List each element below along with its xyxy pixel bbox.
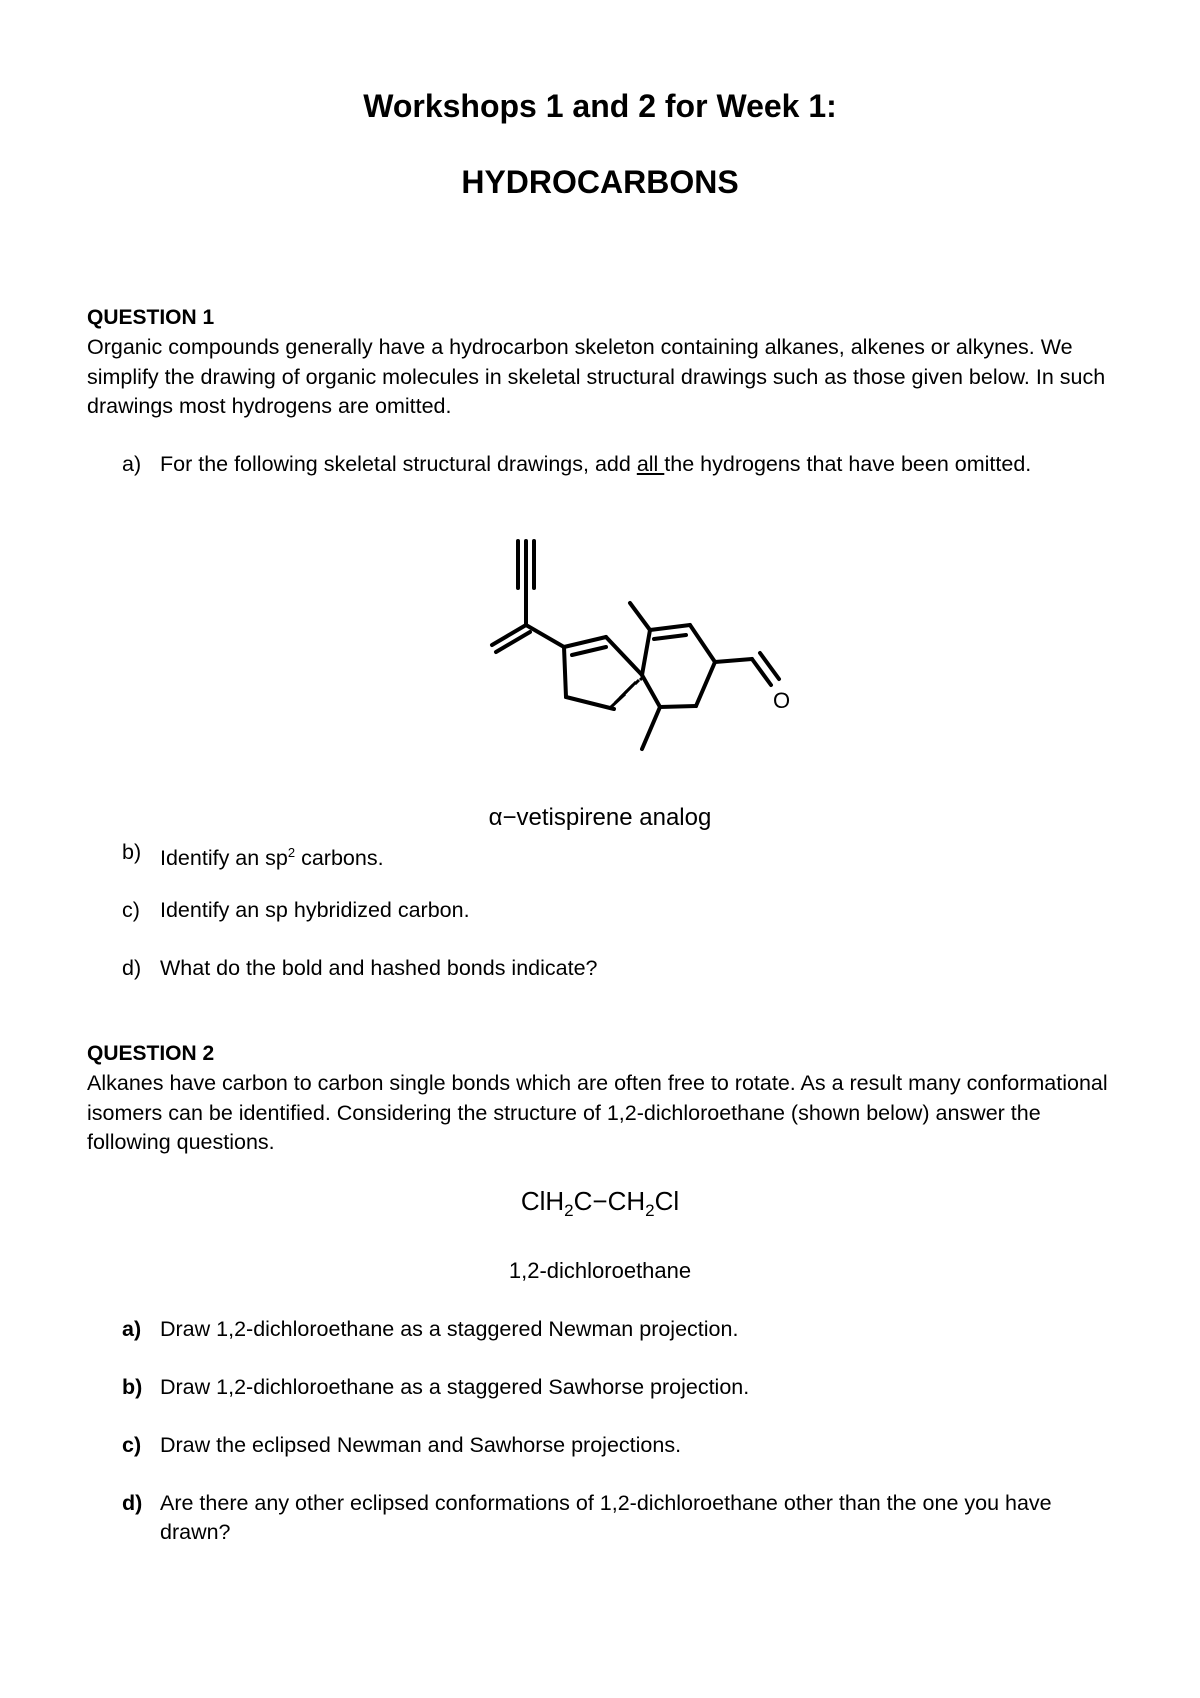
ring5-bond-bottom bbox=[566, 697, 614, 709]
ring6-double-bond-b bbox=[654, 635, 686, 639]
question-2b-label: b) bbox=[122, 1375, 143, 1399]
ring5-bond-left bbox=[564, 647, 566, 697]
ring6-bond-6 bbox=[642, 675, 660, 707]
exo-alkene-bond-b bbox=[496, 632, 530, 652]
methyl-bottom bbox=[642, 707, 660, 749]
question-2-intro: Alkanes have carbon to carbon single bonds which are often free to rotate. As a result many conformational isomers can be identified. Considering the structure of 1,2-dichloroethane (shown below) answer the following questions. bbox=[87, 1071, 1108, 1154]
question-2c-text: Draw the eclipsed Newman and Sawhorse projections. bbox=[160, 1433, 682, 1457]
question-2d-text: Are there any other eclipsed conformations of 1,2-dichloroethane other than the one you have drawn? bbox=[160, 1491, 1052, 1544]
ring6-bond-5 bbox=[660, 706, 696, 707]
molecule-caption: α−vetispirene analog bbox=[488, 804, 712, 831]
question-2a-text: Draw 1,2-dichloroethane as a staggered Newman projection. bbox=[160, 1317, 739, 1341]
question-1d-text: What do the bold and hashed bonds indicate? bbox=[160, 956, 598, 980]
ring6-bond-4 bbox=[696, 662, 715, 706]
question-2a-label: a) bbox=[122, 1317, 142, 1341]
question-1a-label: a) bbox=[122, 452, 142, 476]
question-1c-text: Identify an sp hybridized carbon. bbox=[160, 898, 470, 922]
question-1c-label: c) bbox=[122, 898, 140, 922]
question-2c-label: c) bbox=[122, 1433, 142, 1457]
ring6-double-bond-a bbox=[650, 625, 690, 630]
question-1-intro: Organic compounds generally have a hydrocarbon skeleton containing alkanes, alkenes or alkynes. We simplify the drawing of organic molecules in skeletal structural drawings such as those given below. In such drawings most hydrogens are omitted. bbox=[87, 335, 1106, 418]
ring5-double-bond-a bbox=[564, 637, 606, 647]
aldehyde-cc-bond bbox=[715, 659, 752, 662]
ring6-bond-3 bbox=[690, 625, 715, 662]
dichloroethane-formula: $ClH_2C-CH_2Cl$ bbox=[520, 1186, 680, 1221]
formula-caption: 1,2-dichloroethane bbox=[508, 1258, 692, 1283]
page-subtitle: HYDROCARBONS bbox=[461, 164, 739, 200]
vinyl-ring-bond bbox=[526, 625, 564, 647]
exo-alkene-bond-a bbox=[492, 625, 526, 645]
question-2b-text: Draw 1,2-dichloroethane as a staggered Sawhorse projection. bbox=[160, 1375, 750, 1399]
question-1b-text: Identify an $sp^2$ carbons. bbox=[160, 845, 384, 871]
question-1a-text: For the following skeletal structural drawings, add all the hydrogens that have been omitted. bbox=[160, 452, 1032, 476]
question-1b-label: b) bbox=[122, 840, 142, 864]
page-title: Workshops 1 and 2 for Week 1: bbox=[363, 88, 837, 124]
hashed-wedge-bond bbox=[611, 678, 642, 707]
ring5-double-bond-b bbox=[572, 647, 606, 655]
question-1-heading: QUESTION 1 bbox=[87, 306, 215, 329]
question-1d-label: d) bbox=[122, 956, 142, 980]
ring6-bond-1 bbox=[642, 630, 650, 675]
methyl-top bbox=[630, 603, 650, 630]
ring5-bond-spiro bbox=[606, 637, 642, 675]
question-2-heading: QUESTION 2 bbox=[87, 1042, 215, 1065]
oxygen-atom-label: O bbox=[773, 688, 791, 713]
question-2d-label: d) bbox=[122, 1491, 143, 1515]
vetispirene-structure-diagram bbox=[480, 535, 810, 755]
